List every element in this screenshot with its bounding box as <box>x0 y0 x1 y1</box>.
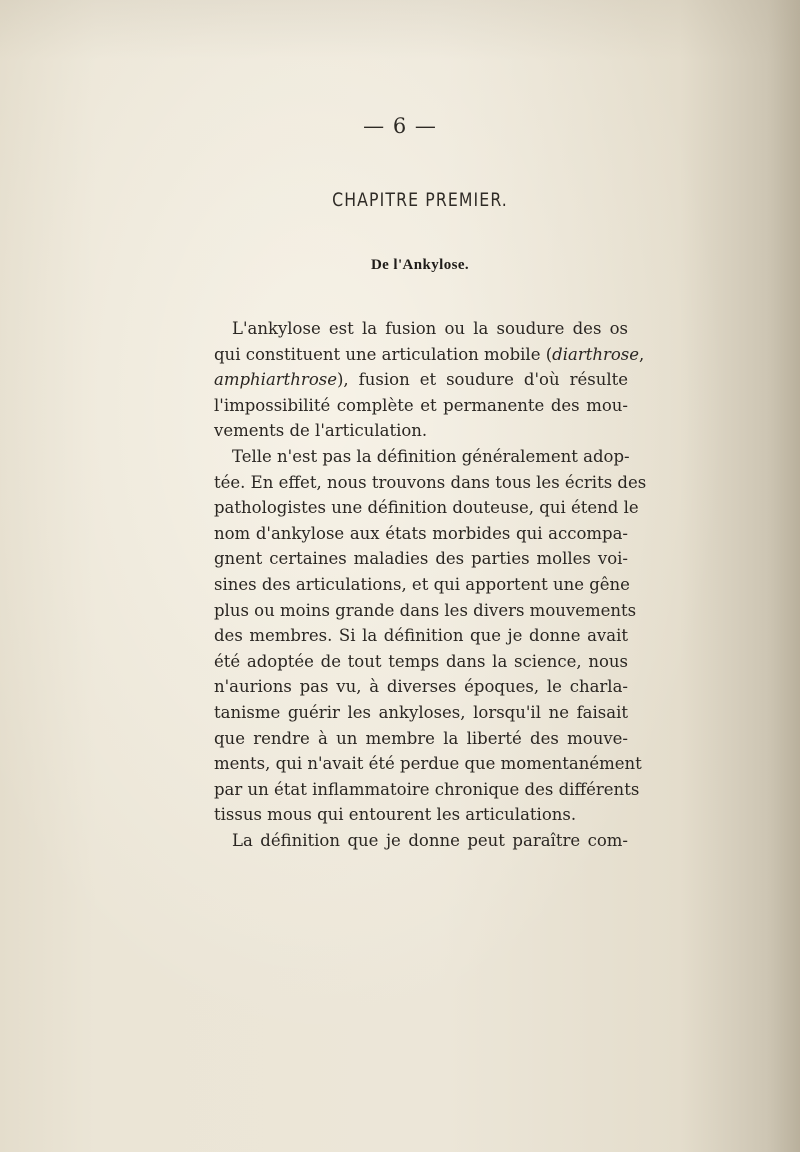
text-line: que rendre à un membre la liberté des mouve- <box>214 728 628 748</box>
text-line: tanisme guérir les ankyloses, lorsqu'il ne faisait <box>214 702 628 722</box>
text-line: été adoptée de tout temps dans la science, nous <box>214 651 628 671</box>
text-line: plus ou moins grande dans les divers mouvements <box>214 600 637 620</box>
italic-term: amphiarthrose <box>214 370 337 390</box>
body-text <box>214 316 647 853</box>
text-line-with-italic: qui constituent une articulation mobile (diarthrose, <box>214 344 645 364</box>
italic-term: diarthrose <box>552 344 640 364</box>
page-number: — 6 — <box>363 114 437 138</box>
text-line: l'impossibilité complète et permanente des mou- <box>214 395 628 415</box>
text-line: des membres. Si la définition que je donne avait <box>214 626 628 646</box>
text-line: vements de l'articulation. <box>214 421 428 441</box>
text-line: n'aurions pas vu, à diverses époques, le charla- <box>214 677 628 697</box>
text-line: tée. En effet, nous trouvons dans tous les écrits des <box>214 472 647 492</box>
section-title: De l'Ankylose. <box>370 257 470 273</box>
text-line: ments, qui n'avait été perdue que momentanément <box>214 754 642 774</box>
text-line: gnent certaines maladies des parties molles voi- <box>214 549 628 569</box>
text-line: tissus mous qui entourent les articulations. <box>214 805 577 825</box>
text-line: sines des articulations, et qui apportent une gêne <box>214 574 630 594</box>
text-line: nom d'ankylose aux états morbides qui accompa- <box>214 523 628 543</box>
text-line: Telle n'est pas la définition généralement adop- <box>232 446 630 466</box>
text-line-with-italic: amphiarthrose), fusion et soudure d'où résulte <box>214 370 628 390</box>
text-line: La définition que je donne peut paraître com- <box>232 830 628 850</box>
text-line: L'ankylose est la fusion ou la soudure des os <box>232 319 628 338</box>
text-line: pathologistes une définition douteuse, qui étend le <box>214 498 639 518</box>
text-line: par un état inflammatoire chronique des différents <box>214 779 640 799</box>
chapter-title: CHAPITRE PREMIER. <box>332 189 508 211</box>
